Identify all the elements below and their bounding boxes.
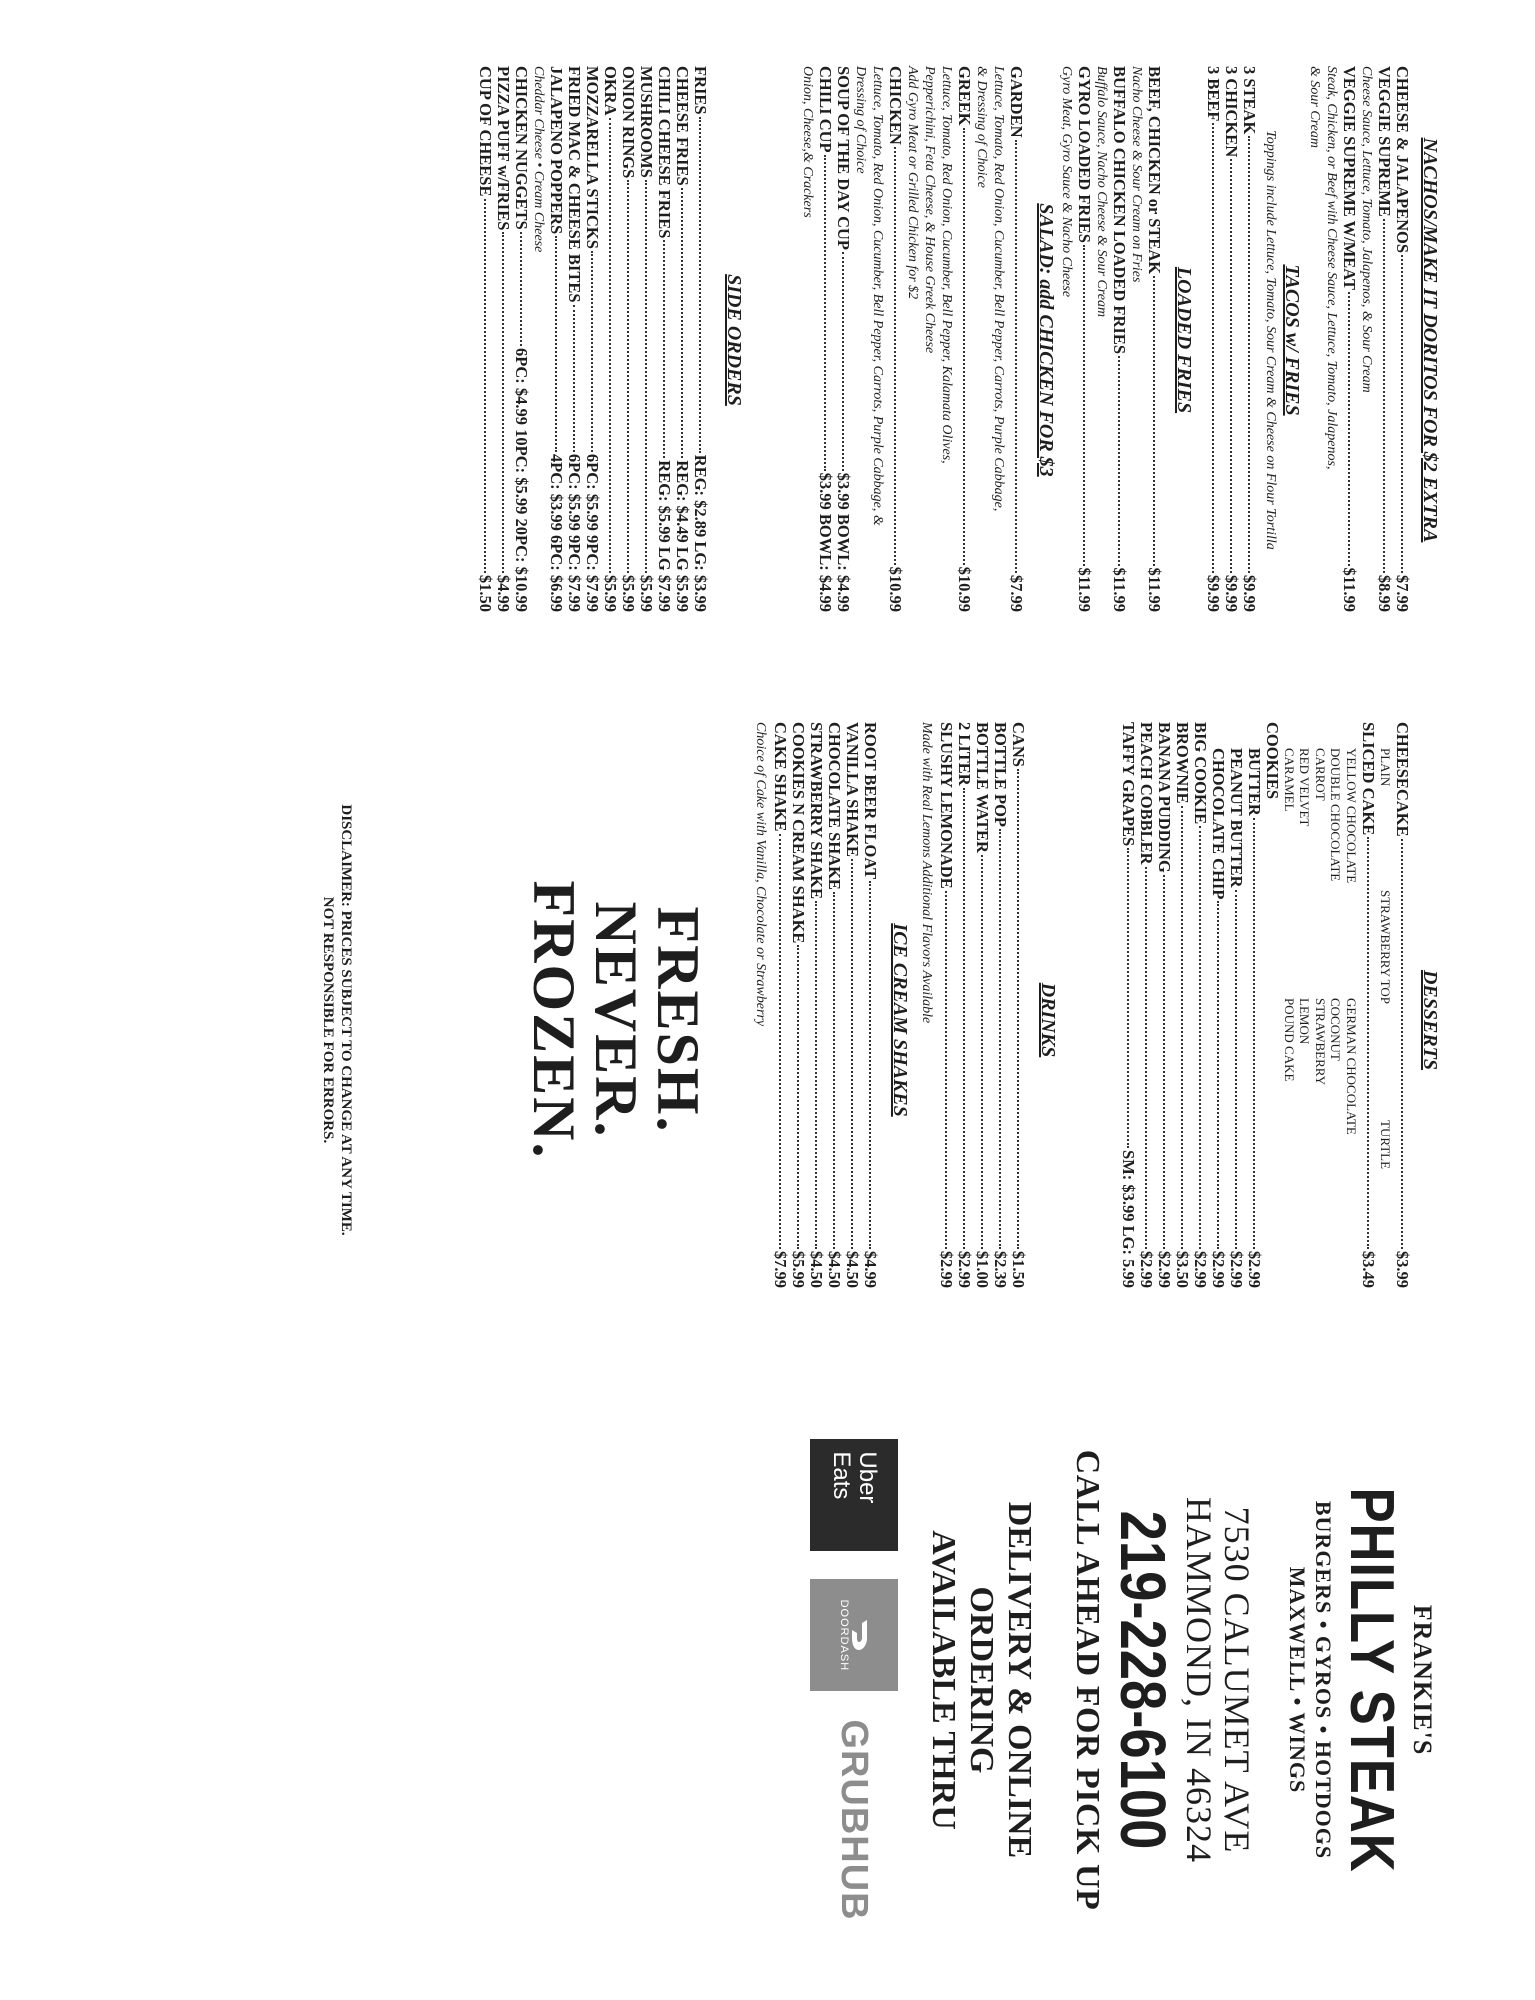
item-price: $5.99 — [619, 574, 638, 612]
item-price: $10.99 — [886, 566, 905, 612]
loaded-fries-title: LOADED FRIES — [1173, 266, 1195, 414]
item-name: MUSHROOMS — [637, 66, 656, 178]
menu-item-row — [861, 722, 879, 1288]
menu-item-row — [1173, 722, 1191, 1288]
menu-item-row — [1007, 66, 1025, 612]
item-name: PIZZA PUFF w/FRIES — [494, 66, 513, 231]
dot-leader — [1127, 848, 1129, 1148]
cake-flavor: STRAWBERRY — [1313, 998, 1328, 1086]
item-description: Lettuce, Tomato, Red Onion, Cucumber, Bell Pepper, Kalamata Olives, — [939, 66, 954, 464]
menu-item-row — [937, 722, 955, 1288]
shakes-note: Choice of Cake with Vanilla, Chocolate or Strawberry — [753, 722, 768, 1027]
menu-item-row — [637, 66, 655, 612]
slogan-line: FRESH. — [645, 906, 711, 1134]
item-price: $7.99 — [771, 1250, 790, 1288]
menu-item-row — [619, 66, 637, 612]
menu-item-row — [973, 722, 991, 1288]
menu-item-row — [1245, 722, 1263, 1288]
item-price: $4.99 — [861, 1250, 880, 1288]
item-name: SOUP OF THE DAY CUP — [834, 66, 853, 250]
salad-list — [799, 66, 1025, 612]
dot-leader — [869, 881, 871, 1249]
item-price: $9.99 — [1240, 574, 1259, 612]
item-price: $4.99 — [494, 574, 513, 612]
dot-leader — [1199, 826, 1201, 1249]
item-name: JALAPENO POPPERS — [547, 66, 566, 235]
item-name: 3 BEEF — [1204, 66, 1223, 122]
item-name: COOKIES N CREAM SHAKE — [789, 722, 808, 944]
item-price: 4PC: $3.99 6PC: $6.99 — [547, 453, 566, 612]
drinks-list — [937, 722, 1027, 1288]
menu-item-row — [1240, 66, 1258, 612]
item-price: $2.99 — [937, 1250, 956, 1288]
dot-leader — [1118, 356, 1120, 566]
call-ahead-text: CALL AHEAD FOR PICK UP — [1069, 1449, 1106, 1911]
menu-item-row — [771, 722, 789, 1288]
item-description: & Sour Cream — [1307, 66, 1322, 148]
item-description: & Dressing of Choice — [974, 66, 989, 188]
item-name: PEANUT BUTTER — [1227, 748, 1246, 888]
menu-item-row — [834, 66, 852, 612]
item-name: STRAWBERRY SHAKE — [807, 722, 826, 900]
tacos-title: TACOS w/ FRIES — [1281, 264, 1303, 416]
menu-item-row — [1375, 66, 1393, 612]
item-name: 3 STEAK — [1240, 66, 1259, 135]
dot-leader — [502, 232, 504, 572]
brand-top: FRANKIE'S — [1408, 1604, 1437, 1756]
menu-item-row — [843, 722, 861, 1288]
nachos-list — [1306, 66, 1411, 612]
item-price: $1.50 — [476, 574, 495, 612]
item-name: VEGGIE SUPREME W/MEAT — [1340, 66, 1359, 290]
item-name: CHEESE FRIES — [673, 66, 692, 186]
item-name: CHILI CHEESE FRIES — [655, 66, 674, 239]
dot-leader — [555, 236, 557, 452]
dot-leader — [1217, 901, 1219, 1248]
slogan-line: NEVER. — [583, 901, 649, 1139]
dot-leader — [645, 180, 647, 573]
loaded-fries-list — [1058, 66, 1163, 612]
dot-leader — [963, 788, 965, 1249]
dot-leader — [1163, 875, 1165, 1249]
item-name: VANILLA SHAKE — [843, 722, 862, 857]
item-price: $2.99 — [1137, 1250, 1156, 1288]
menu-item-row — [565, 66, 583, 612]
menu-item-row — [655, 66, 673, 612]
dot-leader — [1230, 159, 1232, 573]
item-name: BOTTLE POP — [991, 722, 1010, 827]
cake-flavor: CARROT — [1313, 748, 1328, 801]
menu-item-row — [512, 66, 530, 612]
item-price: $2.99 — [1155, 1250, 1174, 1288]
item-name: CAKE SHAKE — [771, 722, 790, 832]
delivery-logos — [810, 1360, 898, 2000]
item-price: $11.99 — [1075, 567, 1094, 612]
item-name: FRIED MAC & CHEESE BITES — [565, 66, 584, 303]
uber-eats-logo: Uber Eats — [810, 1439, 898, 1551]
menu-item-row — [991, 722, 1009, 1288]
item-price: $11.99 — [1110, 567, 1129, 612]
dessert-list — [1119, 722, 1263, 1288]
drinks-title: DRINKS — [1037, 982, 1059, 1058]
cake-flavor: RED VELVET — [1297, 748, 1313, 827]
brand-name: PHILLY STEAK — [1337, 1487, 1406, 1873]
item-description: Dressing of Choice — [853, 66, 868, 174]
item-name: BUFFALO CHICKEN LOADED FRIES — [1110, 66, 1129, 355]
cookies-label-row: COOKIES — [1263, 722, 1282, 800]
item-price: $2.99 — [1209, 1250, 1228, 1288]
delivery-line: DELIVERY & ONLINE — [1001, 1501, 1038, 1859]
address-line-2: HAMMOND, IN 46324 — [1179, 1497, 1219, 1863]
item-price: 6PC: $4.99 10PC: $5.99 20PC: $10.99 — [512, 348, 531, 612]
menu-item-row — [955, 722, 973, 1288]
dot-leader — [609, 118, 611, 573]
item-name: 3 CHICKEN — [1222, 66, 1241, 158]
dot-leader — [591, 251, 593, 452]
item-price: REG: $2.89 LG: $3.99 — [691, 454, 710, 612]
item-price: $11.99 — [1145, 567, 1164, 612]
item-price: $7.99 — [1393, 574, 1412, 612]
dot-leader — [681, 188, 683, 459]
desserts-block — [1119, 722, 1411, 1288]
dot-leader — [1015, 140, 1017, 573]
cheesecake-row: CHEESECAKE $3.99 — [1393, 722, 1412, 1288]
item-name: ONION RINGS — [619, 66, 638, 179]
item-price: REG: $5.99 LG $7.99 — [655, 460, 674, 612]
menu-item-row — [825, 722, 843, 1288]
cheesecake-flavors: PLAIN STRAWBERRY TOP TURTLE — [1378, 748, 1393, 1170]
item-name: VEGGIE SUPREME — [1375, 66, 1394, 217]
item-description: Add Gyro Meat or Grilled Chicken for $2 — [905, 66, 920, 300]
item-price: $2.99 — [1191, 1250, 1210, 1288]
item-name: CHICKEN — [886, 66, 905, 145]
menu-item-row — [886, 66, 904, 612]
dot-leader — [573, 305, 575, 452]
item-name: GREEK — [955, 66, 974, 126]
tacos-note: Toppings include Lettuce, Tomato, Sour Cream & Cheese on Flour Tortilla — [1263, 130, 1278, 550]
tacos-list — [1204, 66, 1258, 612]
item-price: $5.99 — [601, 574, 620, 612]
cake-flavor: YELLOW CHOCOLATE — [1344, 748, 1359, 884]
menu-item-row — [1155, 722, 1173, 1288]
dot-leader — [981, 855, 983, 1249]
dot-leader — [842, 252, 844, 471]
item-description: Buffalo Sauce, Nacho Cheese & Sour Cream — [1094, 66, 1109, 318]
item-price: $4.50 — [807, 1250, 826, 1288]
item-name: CHOCOLATE SHAKE — [825, 722, 844, 890]
item-price: $4.50 — [825, 1250, 844, 1288]
disclaimer: DISCLAIMER: PRICES SUBJECT TO CHANGE AT ANY TIME. NOT RESPONSIBLE FOR ERRORS. — [320, 804, 354, 1236]
item-price: $2.99 — [1227, 1250, 1246, 1288]
item-price: $1.50 — [1009, 1250, 1028, 1288]
item-price: $9.99 — [1204, 574, 1223, 612]
doordash-logo: DOORDASH — [810, 1579, 898, 1691]
slogan-line: FROZEN. — [521, 880, 587, 1160]
item-name: OKRA — [601, 66, 620, 116]
item-price: 6PC: $5.99 9PC: $7.99 — [565, 453, 584, 612]
menu-item-row — [583, 66, 601, 612]
item-name: BROWNIE — [1173, 722, 1192, 804]
item-price: REG: $4.49 LG $5.99 — [673, 460, 692, 612]
menu-item-row — [1340, 66, 1358, 612]
dot-leader — [1253, 818, 1255, 1249]
item-name: CHEESE & JALAPENOS — [1393, 66, 1412, 254]
desserts-title: DESSERTS — [1419, 969, 1441, 1071]
dot-leader — [851, 859, 853, 1249]
item-price: $5.99 — [637, 574, 656, 612]
dot-leader — [520, 232, 522, 346]
grubhub-logo: GRUBHUB — [833, 1719, 876, 1921]
item-name: BEEF, CHICKEN or STEAK — [1145, 66, 1164, 275]
dot-leader — [779, 834, 781, 1249]
dot-leader — [999, 829, 1001, 1249]
cake-flavor-column — [1282, 998, 1360, 1135]
item-description: Nacho Cheese & Sour Cream on Fries — [1129, 66, 1144, 283]
item-name: CUP OF CHEESE — [476, 66, 495, 197]
item-price: $1.00 — [973, 1250, 992, 1288]
nachos-title: NACHOS/MAKE IT DORITOS FOR $2 EXTRA — [1419, 137, 1441, 543]
item-price: $10.99 — [955, 566, 974, 612]
item-name: PEACH COBBLER — [1137, 722, 1156, 865]
menu-item-row — [1075, 66, 1093, 612]
cake-flavor: DOUBLE CHOCOLATE — [1328, 748, 1344, 882]
drinks-note: Made with Real Lemons Additional Flavors Available — [919, 722, 934, 1024]
item-price: $5.99 — [789, 1250, 808, 1288]
dot-leader — [1383, 219, 1385, 573]
dot-leader — [484, 199, 486, 573]
item-description: Lettuce, Tomato, Red Onion, Cucumber, Bell Pepper, Carrots, Purple Cabbage, & — [870, 66, 885, 526]
menu-item-row — [807, 722, 825, 1288]
cake-flavor: GERMAN CHOCOLATE — [1344, 998, 1359, 1135]
dot-leader — [1145, 867, 1147, 1249]
item-name: ROOT BEER FLOAT — [861, 722, 880, 880]
item-price: $9.99 — [1222, 574, 1241, 612]
item-name: BUTTER — [1245, 748, 1264, 816]
menu-item-row — [955, 66, 973, 612]
sliced-cake-row: SLICED CAKE $3.49 — [1359, 722, 1378, 1288]
dot-leader — [945, 891, 947, 1249]
dot-leader — [1083, 245, 1085, 566]
cake-flavor: COCONUT — [1328, 998, 1344, 1061]
slogan — [523, 700, 709, 1340]
item-name: BOTTLE WATER — [973, 722, 992, 853]
brand-sub-2: MAXWELL • WINGS — [1285, 1566, 1310, 1794]
address-line-1: 7530 CALUMET AVE — [1217, 1506, 1257, 1854]
shakes-list — [771, 722, 879, 1288]
item-description: Steak, Chicken, or Beef with Cheese Sauce, Lettuce, Tomato, Jalapenos, — [1324, 66, 1339, 470]
item-price: $8.99 — [1375, 574, 1394, 612]
cake-flavor: CARAMEL — [1282, 748, 1297, 812]
side-orders-list — [476, 66, 709, 612]
brand-sub-1: BURGERS • GYROS • HOTDOGS — [1311, 1500, 1336, 1860]
menu-item-row — [476, 66, 494, 612]
cake-flavor: POUND CAKE — [1282, 998, 1297, 1082]
dot-leader — [815, 901, 817, 1249]
menu-item-row — [601, 66, 619, 612]
item-name: BANANA PUDDING — [1155, 722, 1174, 873]
dot-leader — [699, 117, 701, 453]
menu-item-row — [547, 66, 565, 612]
item-description: Lettuce, Tomato, Red Onion, Cucumber, Bell Pepper, Carrots, Purple Cabbage, — [991, 66, 1006, 512]
item-name: FRIES — [691, 66, 710, 115]
sliced-cake-flavors — [1281, 722, 1359, 1288]
menu-item-row — [494, 66, 512, 612]
dot-leader — [894, 147, 896, 565]
dot-leader — [1235, 890, 1237, 1249]
side-orders-title: SIDE ORDERS — [723, 274, 745, 406]
brand-block — [810, 1360, 1437, 2000]
item-price: $2.99 — [1245, 1250, 1264, 1288]
item-name: BIG COOKIE — [1191, 722, 1210, 825]
item-name: CHOCOLATE CHIP — [1209, 748, 1228, 900]
menu-item-row — [1209, 722, 1227, 1288]
item-price: 6PC: $5.99 9PC: $7.99 — [583, 453, 602, 612]
item-name: 2 LITER — [955, 722, 974, 786]
menu-item-row — [1119, 722, 1137, 1288]
item-price: SM: $3.99 LG: 5.99 — [1119, 1150, 1138, 1288]
menu-item-row — [1009, 722, 1027, 1288]
item-price: $3.50 — [1173, 1250, 1192, 1288]
dot-leader — [1248, 136, 1250, 573]
item-name: MOZZARELLA STICKS — [583, 66, 602, 249]
dot-leader — [1181, 806, 1183, 1249]
menu-item-row — [1191, 722, 1209, 1288]
item-price: $7.99 — [1007, 574, 1026, 612]
dot-leader — [627, 180, 629, 573]
dot-leader — [963, 128, 965, 565]
item-description: Gyro Meat, Gyro Sauce & Nacho Cheese — [1059, 66, 1074, 298]
item-price: $11.99 — [1340, 567, 1359, 612]
cake-flavor: LEMON — [1297, 998, 1313, 1045]
item-description: Onion, Cheese,& Crackers — [800, 66, 815, 218]
dot-leader — [1153, 276, 1155, 565]
dot-leader — [1348, 292, 1350, 566]
item-price: $2.39 — [991, 1250, 1010, 1288]
item-name: GARDEN — [1007, 66, 1026, 138]
menu-item-row — [673, 66, 691, 612]
menu-item-row — [789, 722, 807, 1288]
item-description: Cheese Sauce, Lettuce, Tomato, Jalapenos, & Sour Cream — [1359, 66, 1374, 393]
delivery-line: ORDERING — [963, 1586, 1000, 1774]
item-name: CHICKEN NUGGETS — [512, 66, 531, 230]
item-description: Cheddar Cheese • Cream Cheese — [531, 66, 546, 253]
dot-leader — [824, 155, 826, 471]
item-price: $3.99 BOWL: $4.99 — [834, 472, 853, 612]
item-price: $3.99 BOWL: $4.99 — [816, 472, 835, 612]
menu-item-row — [1393, 66, 1411, 612]
menu-item-row — [691, 66, 709, 612]
item-name: CANS — [1009, 722, 1028, 767]
menu-item-row — [1110, 66, 1128, 612]
item-description: Pepperichini, Feta Cheese, & House Greek Cheese — [922, 66, 937, 354]
menu-item-row — [1222, 66, 1240, 612]
menu-item-row — [1145, 66, 1163, 612]
item-name: CHILI CUP — [816, 66, 835, 153]
dot-leader — [1401, 255, 1403, 573]
dot-leader — [1212, 123, 1214, 572]
item-name: GYRO LOADED FRIES — [1075, 66, 1094, 243]
menu-item-row — [1227, 722, 1245, 1288]
menu-item-row — [1204, 66, 1222, 612]
dot-leader — [663, 240, 665, 458]
salad-title: SALAD: add CHICKEN FOR $3 — [1035, 203, 1057, 477]
item-price: $4.50 — [843, 1250, 862, 1288]
delivery-line: AVAILABLE THRU — [925, 1530, 962, 1830]
dot-leader — [797, 945, 799, 1248]
item-name: TAFFY GRAPES — [1119, 722, 1138, 847]
menu-item-row — [1137, 722, 1155, 1288]
menu-item-row — [816, 66, 834, 612]
cake-flavor-column — [1282, 748, 1360, 883]
dot-leader — [833, 892, 835, 1249]
dot-leader — [1017, 769, 1019, 1249]
shakes-title: ICE CREAM SHAKES — [889, 923, 911, 1117]
phone-number: 219-228-6100 — [1107, 1510, 1179, 1850]
item-name: SLUSHY LEMONADE — [937, 722, 956, 889]
doordash-icon — [850, 1618, 870, 1652]
item-price: $2.99 — [955, 1250, 974, 1288]
